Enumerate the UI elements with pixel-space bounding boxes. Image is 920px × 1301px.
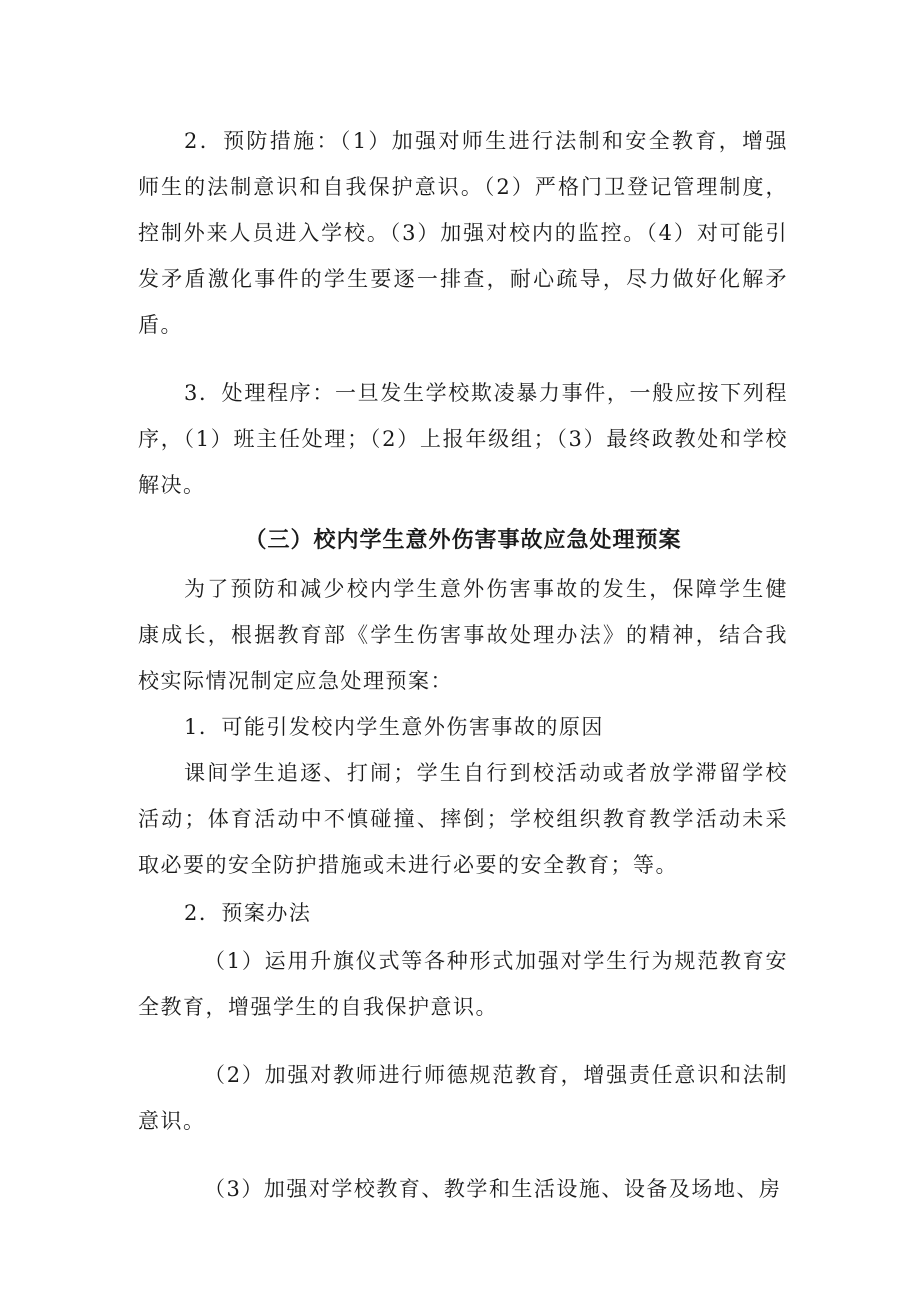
paragraph-causes-title: 1．可能引发校内学生意外伤害事故的原因: [184, 715, 604, 739]
paragraph-intro: 为了预防和减少校内学生意外伤害事故的发生，保障学生健康成长，根据教育部《学生伤害事故处理办法》的精神，结合我校实际情况制定应急处理预案：: [138, 577, 788, 693]
paragraph-prevention-measures: 2．预防措施：（1）加强对师生进行法制和安全教育，增强师生的法制意识和自我保护意识。（2）严格门卫登记管理制度，控制外来人员进入学校。（3）加强对校内的监控。（4）对可能引发矛盾激化事件的学生要逐一排查，耐心疏导，尽力做好化解矛盾。: [138, 129, 788, 337]
paragraph-plan-item-1: （1）运用升旗仪式等各种形式加强对学生行为规范教育安全教育，增强学生的自我保护意识。: [138, 949, 788, 1019]
paragraph-plan-title: 2．预案办法: [184, 901, 312, 925]
paragraph-causes: 课间学生追逐、打闹；学生自行到校活动或者放学滞留学校活动；体育活动中不慎碰撞、摔倒；学校组织教育教学活动未采取必要的安全防护措施或未进行必要的安全教育；等。: [138, 761, 788, 877]
document-body: [138, 118, 788, 1212]
paragraph-plan-item-3: （3）加强对学校教育、教学和生活设施、设备及场地、房: [204, 1177, 782, 1201]
paragraph-handling-procedure: 3．处理程序：一旦发生学校欺凌暴力事件，一般应按下列程序，（1）班主任处理；（2）上报年级组；（3）最终政教处和学校解决。: [138, 381, 788, 497]
paragraph-plan-item-2: （2）加强对教师进行师德规范教育，增强责任意识和法制意识。: [138, 1063, 788, 1133]
section-heading: （三）校内学生意外伤害事故应急处理预案: [244, 528, 682, 553]
